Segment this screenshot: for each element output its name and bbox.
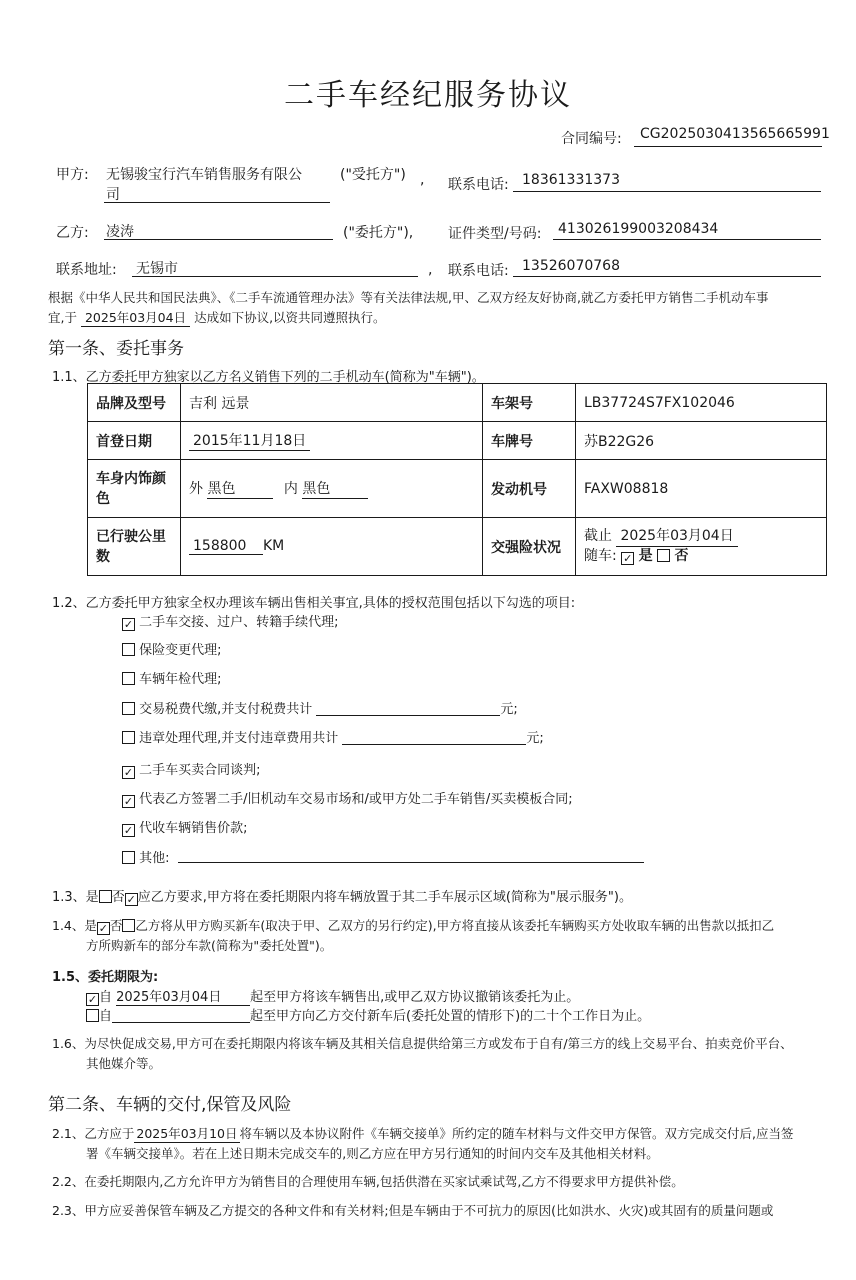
term-start-date: 2025年03月04日 bbox=[116, 986, 250, 1006]
party-a-label: 甲方: bbox=[56, 167, 89, 183]
option-violation-label: 违章处理代理,并支付违章费用共计 bbox=[139, 731, 339, 746]
party-b-phone: 13526070768 bbox=[522, 258, 620, 274]
insurance-yes-label: 是 bbox=[638, 548, 653, 564]
option-inspection-label: 车辆年检代理; bbox=[139, 672, 222, 687]
option-negotiation-label: 二手车买卖合同谈判; bbox=[139, 763, 261, 778]
handover-date: 2025年03月10日 bbox=[136, 1126, 238, 1141]
party-a-role: ("受托方") bbox=[340, 167, 406, 183]
option-collect bbox=[122, 817, 248, 837]
party-a-comma: , bbox=[420, 172, 425, 188]
color-in-value: 黑色 bbox=[302, 478, 368, 499]
clause-1-2: 1.2、乙方委托甲方独家全权办理该车辆出售相关事宜,具体的授权范围包括以下勾选的项目: bbox=[52, 596, 576, 611]
party-b-label: 乙方: bbox=[56, 225, 89, 241]
party-b-role: ("委托方"), bbox=[343, 225, 414, 241]
option-inspection-checkbox[interactable] bbox=[122, 672, 135, 685]
clause-2-3: 2.3、甲方应妥善保管车辆及乙方提交的各种文件和有关材料;但是车辆由于不可抗力的原因(比如洪水、火灾)或其固有的质量问题或 bbox=[52, 1203, 774, 1218]
option-tax-label: 交易税费代缴,并支付税费共计 bbox=[139, 702, 313, 717]
plate-label: 车牌号 bbox=[483, 422, 576, 460]
vin-value: LB37724S7FX102046 bbox=[576, 384, 827, 422]
insurance-with-label: 随车: bbox=[584, 548, 617, 564]
color-out-label: 外 bbox=[189, 481, 203, 497]
term-from-label: 自 bbox=[99, 990, 113, 1005]
engine-value: FAXW08818 bbox=[576, 460, 827, 518]
clause-1-3-no-label: 否 bbox=[111, 890, 125, 905]
party-a-name-underline bbox=[104, 202, 330, 203]
clause-1-4-no-checkbox[interactable] bbox=[122, 919, 135, 932]
option-tax-checkbox[interactable] bbox=[122, 702, 135, 715]
clause-1-4-line2: 方所购新车的部分车款(简称为"委托处置")。 bbox=[86, 938, 333, 953]
mileage-cell bbox=[181, 518, 483, 576]
mileage-value: 158800 bbox=[189, 538, 263, 555]
insurance-yes-checkbox[interactable]: ✓ bbox=[623, 552, 633, 565]
clause-1-4-no-label: 否 bbox=[109, 918, 123, 933]
clause-1-3-text: 应乙方要求,甲方将在委托期限内将车辆放置于其二手车展示区域(简称为"展示服务")。 bbox=[137, 890, 632, 905]
color-cell bbox=[181, 460, 483, 518]
term-option2-blank[interactable] bbox=[112, 1008, 250, 1023]
option-insurance-checkbox[interactable] bbox=[122, 643, 135, 656]
term-option2-checkbox[interactable] bbox=[86, 1009, 99, 1022]
clause-1-5-heading: 1.5、委托期限为: bbox=[52, 970, 159, 985]
party-b-id-underline bbox=[553, 239, 821, 240]
clause-2-1-text-b: 将车辆以及本协议附件《车辆交接单》所约定的随车材料与文件交甲方保管。双方完成交付后,应当签 bbox=[239, 1126, 794, 1141]
brand-value: 吉利 远景 bbox=[181, 384, 483, 422]
insurance-until-label: 截止 bbox=[584, 528, 612, 544]
term-option2-text: 起至甲方向乙方交付新车后(委托处置的情形下)的二十个工作日为止。 bbox=[250, 1009, 651, 1024]
clause-2-1 bbox=[52, 1124, 794, 1143]
clause-2-2: 2.2、在委托期限内,乙方允许甲方为销售目的合理使用车辆,包括供潜在买家试乘试驾,乙方不得要求甲方提供补偿。 bbox=[52, 1174, 684, 1189]
option-violation-suffix: 元; bbox=[526, 731, 544, 746]
preamble-line2 bbox=[48, 308, 386, 327]
clause-1-6: 1.6、为尽快促成交易,甲方可在委托期限内将该车辆及其相关信息提供给第三方或发布于自有/第三方的线上交易平台、拍卖竞价平台、 bbox=[52, 1036, 793, 1051]
clause-1-4-text: 乙方将从甲方购买新车(取决于甲、乙双方的另行约定),甲方将直接从该委托车辆购买方处收取车辆的出售款以抵扣乙 bbox=[135, 918, 775, 933]
preamble-text-b: 达成如下协议,以资共同遵照执行。 bbox=[194, 310, 386, 325]
party-a-phone-label: 联系电话: bbox=[448, 177, 509, 193]
engine-label: 发动机号 bbox=[483, 460, 576, 518]
color-in-label: 内 bbox=[283, 481, 298, 497]
reg-date-cell bbox=[181, 422, 483, 460]
option-transfer-label: 二手车交接、过户、转籍手续代理; bbox=[139, 615, 339, 630]
party-b-name-underline bbox=[104, 239, 333, 240]
clause-1-3-yes-label: 1.3、是 bbox=[52, 890, 99, 905]
party-b-phone-label: 联系电话: bbox=[448, 263, 509, 279]
color-label: 车身内饰颜色 bbox=[88, 460, 181, 518]
option-negotiation bbox=[122, 759, 261, 779]
insurance-label: 交强险状况 bbox=[483, 518, 576, 576]
option-tax-suffix: 元; bbox=[500, 702, 518, 717]
clause-1-3-yes-checkbox[interactable] bbox=[99, 890, 112, 903]
term-from-label-2: 自 bbox=[99, 1009, 113, 1024]
brand-label: 品牌及型号 bbox=[88, 384, 181, 422]
clause-1-5-option2 bbox=[86, 1005, 650, 1024]
contract-no-label: 合同编号: bbox=[561, 131, 622, 147]
option-other-label: 其他: bbox=[139, 851, 170, 866]
option-collect-label: 代收车辆销售价款; bbox=[139, 821, 248, 836]
party-a-phone: 18361331373 bbox=[522, 172, 620, 188]
color-out-value: 黑色 bbox=[207, 478, 273, 499]
plate-value: 苏B22G26 bbox=[576, 422, 827, 460]
mileage-label: 已行驶公里数 bbox=[88, 518, 181, 576]
vehicle-table bbox=[87, 383, 827, 576]
party-b-addr-underline bbox=[132, 276, 418, 277]
option-sign-label: 代表乙方签署二手/旧机动车交易市场和/或甲方处二手车销售/买卖模板合同; bbox=[139, 792, 573, 807]
option-transfer-checkbox[interactable]: ✓ bbox=[123, 618, 134, 631]
insurance-no-checkbox[interactable] bbox=[657, 549, 670, 562]
party-a-phone-underline bbox=[513, 191, 821, 192]
article2-heading: 第二条、车辆的交付,保管及风险 bbox=[48, 1095, 292, 1115]
option-other-checkbox[interactable] bbox=[122, 851, 135, 864]
party-b-id-no: 413026199003208434 bbox=[558, 221, 719, 237]
article1-heading: 第一条、委托事务 bbox=[48, 339, 184, 359]
preamble-text-a: 宜,于 bbox=[48, 310, 77, 325]
option-tax-blank[interactable] bbox=[316, 701, 500, 716]
party-b-addr: 无锡市 bbox=[136, 261, 178, 277]
insurance-until-row bbox=[584, 527, 818, 547]
preamble-line1: 根据《中华人民共和国民法典》、《二手车流通管理办法》等有关法律法规,甲、乙双方经友好协商,就乙方委托甲方销售二手机动车事 bbox=[48, 290, 769, 305]
party-b-phone-underline bbox=[513, 276, 821, 277]
contract-no: CG2025030413565665991 bbox=[640, 126, 830, 142]
insurance-cell bbox=[576, 518, 827, 576]
preamble-date: 2025年03月04日 bbox=[81, 308, 190, 327]
option-sign-checkbox[interactable]: ✓ bbox=[123, 795, 134, 808]
option-insurance-label: 保险变更代理; bbox=[139, 643, 222, 658]
vin-label: 车架号 bbox=[483, 384, 576, 422]
insurance-with-row bbox=[584, 547, 818, 566]
option-insurance bbox=[122, 639, 222, 658]
insurance-no-label: 否 bbox=[674, 548, 689, 564]
clause-1-1: 1.1、乙方委托甲方独家以乙方名义销售下列的二手机动车(简称为"车辆")。 bbox=[52, 370, 485, 385]
clause-2-1-text-a: 2.1、乙方应于 bbox=[52, 1126, 135, 1141]
party-a-name-line2: 司 bbox=[106, 187, 120, 203]
insurance-until-date: 2025年03月04日 bbox=[616, 527, 737, 547]
reg-date-value: 2015年11月18日 bbox=[189, 430, 310, 451]
option-sign bbox=[122, 788, 573, 808]
clause-1-3-no-checkbox[interactable]: ✓ bbox=[126, 893, 136, 906]
clause-2-1-line2: 署《车辆交接单》。若在上述日期未完成交车的,则乙方应在甲方另行通知的时间内交车及其他相关材料。 bbox=[86, 1146, 659, 1161]
clause-1-3 bbox=[52, 886, 632, 906]
clause-1-5-option1 bbox=[86, 986, 579, 1006]
option-collect-checkbox[interactable]: ✓ bbox=[123, 824, 134, 837]
clause-1-4-yes-checkbox[interactable]: ✓ bbox=[98, 922, 108, 935]
term-option1-text: 起至甲方将该车辆售出,或甲乙双方协议撤销该委托为止。 bbox=[250, 990, 580, 1005]
party-a-name: 无锡骏宝行汽车销售服务有限公 bbox=[106, 167, 302, 183]
mileage-unit: KM bbox=[263, 538, 285, 554]
document-title: 二手车经纪服务协议 bbox=[284, 78, 572, 113]
option-violation bbox=[122, 727, 544, 746]
option-transfer bbox=[122, 611, 339, 631]
option-tax bbox=[122, 698, 518, 717]
party-b-id-label: 证件类型/号码: bbox=[448, 226, 542, 242]
option-violation-blank[interactable] bbox=[342, 730, 526, 745]
party-b-addr-label: 联系地址: bbox=[56, 262, 117, 278]
option-other-blank[interactable] bbox=[178, 862, 644, 863]
option-negotiation-checkbox[interactable]: ✓ bbox=[123, 766, 134, 779]
contract-no-underline bbox=[634, 146, 822, 147]
option-other bbox=[122, 847, 170, 866]
option-violation-checkbox[interactable] bbox=[122, 731, 135, 744]
term-option1-checkbox[interactable]: ✓ bbox=[87, 993, 98, 1006]
reg-date-label: 首登日期 bbox=[88, 422, 181, 460]
clause-1-4-yes-label: 1.4、是 bbox=[52, 918, 97, 933]
party-b-name: 凌涛 bbox=[106, 224, 134, 240]
clause-1-6-line2: 其他媒介等。 bbox=[86, 1056, 162, 1071]
clause-1-4 bbox=[52, 916, 774, 935]
party-b-addr-comma: , bbox=[428, 262, 433, 278]
option-inspection bbox=[122, 668, 222, 687]
